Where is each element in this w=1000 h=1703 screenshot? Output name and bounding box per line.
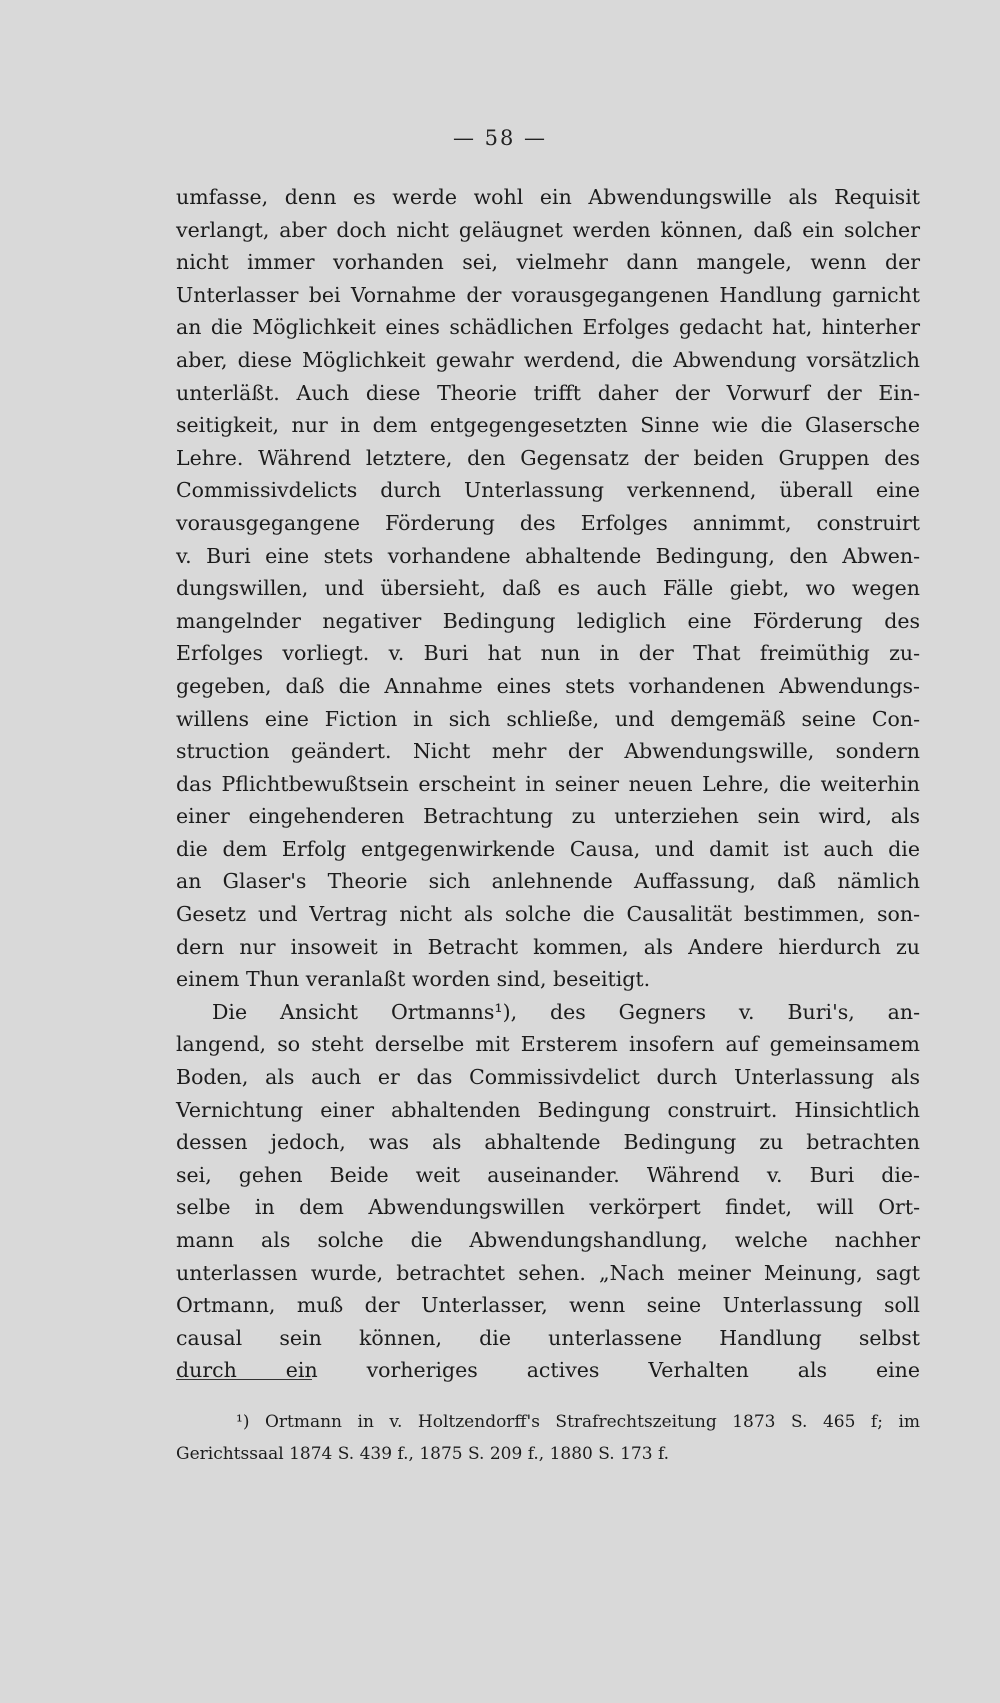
text-line: Ortmann, muß der Unterlasser, wenn seine Unterlassung soll (176, 1293, 920, 1318)
text-line: aber, diese Möglichkeit gewahr werdend, die Abwendung vorsätzlich (176, 347, 920, 372)
footnote-divider (176, 1379, 312, 1380)
footnote-line: Gerichtssaal 1874 S. 439 f., 1875 S. 209 f., 1880 S. 173 f. (176, 1444, 670, 1464)
text-line: an Glaser's Theorie sich anlehnende Auffassung, daß nämlich (176, 869, 920, 894)
text-line: Vernichtung einer abhaltenden Bedingung construirt. Hinsichtlich (176, 1097, 920, 1122)
body-text (176, 181, 920, 1387)
text-line: Gesetz und Vertrag nicht als solche die Causalität bestimmen, son- (176, 902, 920, 927)
text-line: nicht immer vorhanden sei, vielmehr dann mangele, wenn der (176, 250, 920, 275)
text-line: seitigkeit, nur in dem entgegengesetzten Sinne wie die Glasersche (176, 413, 920, 438)
text-line: langend, so steht derselbe mit Ersterem insofern auf gemeinsamem (176, 1032, 920, 1057)
text-line: die dem Erfolg entgegenwirkende Causa, und damit ist auch die (176, 836, 920, 861)
text-line: v. Buri eine stets vorhandene abhaltende Bedingung, den Abwen- (176, 543, 920, 568)
paragraph-end-line: einem Thun veranlaßt worden sind, beseitigt. (176, 967, 651, 992)
text-line: verlangt, aber doch nicht geläugnet werden können, daß ein solcher (176, 217, 920, 242)
text-line: Erfolges vorliegt. v. Buri hat nun in der That freimüthig zu- (176, 641, 920, 666)
text-line: einer eingehenderen Betrachtung zu unterziehen sein wird, als (176, 804, 920, 829)
text-line: causal sein können, die unterlassene Handlung selbst (176, 1325, 920, 1350)
text-line: das Pflichtbewußtsein erscheint in seiner neuen Lehre, die weiterhin (176, 771, 920, 796)
text-line: Unterlasser bei Vornahme der vorausgegangenen Handlung garnicht (176, 282, 920, 307)
text-line: Boden, als auch er das Commissivdelict durch Unterlassung als (176, 1065, 920, 1090)
text-line: dern nur insoweit in Betracht kommen, als Andere hierdurch zu (176, 934, 920, 959)
text-line: gegeben, daß die Annahme eines stets vorhandenen Abwendungs- (176, 673, 920, 698)
text-line: mann als solche die Abwendungshandlung, welche nachher (176, 1228, 920, 1252)
text-line: struction geändert. Nicht mehr der Abwendungswille, sondern (176, 739, 920, 764)
text-line: willens eine Fiction in sich schließe, und demgemäß seine Con- (176, 706, 920, 731)
text-line: vorausgegangene Förderung des Erfolges annimmt, construirt (176, 510, 920, 535)
page-number: — 58 — (452, 126, 548, 150)
text-line: unterlassen wurde, betrachtet sehen. „Nach meiner Meinung, sagt (176, 1260, 920, 1285)
footnote-line: ¹) Ortmann in v. Holtzendorff's Strafrechtszeitung 1873 S. 465 f; im (236, 1412, 920, 1432)
text-line: mangelnder negativer Bedingung lediglich eine Förderung des (176, 608, 920, 633)
text-line: an die Möglichkeit eines schädlichen Erfolges gedacht hat, hinterher (176, 315, 920, 340)
text-line: unterläßt. Auch diese Theorie trifft daher der Vorwurf der Ein- (176, 380, 920, 405)
text-line: dungswillen, und übersieht, daß es auch Fälle giebt, wo wegen (176, 576, 920, 601)
text-line: selbe in dem Abwendungswillen verkörpert findet, will Ort- (176, 1195, 920, 1220)
footnotes (176, 1406, 920, 1470)
text-line: sei, gehen Beide weit auseinander. Während v. Buri die- (176, 1162, 920, 1187)
text-line: Lehre. Während letztere, den Gegensatz der beiden Gruppen des (176, 445, 920, 470)
text-line: durch ein vorheriges actives Verhalten als eine (176, 1358, 920, 1383)
text-line: dessen jedoch, was als abhaltende Bedingung zu betrachten (176, 1130, 920, 1155)
paragraph-start-line: Die Ansicht Ortmanns¹), des Gegners v. Buri's, an- (212, 999, 920, 1024)
text-line: umfasse, denn es werde wohl ein Abwendungswille als Requisit (176, 185, 920, 209)
text-line: Commissivdelicts durch Unterlassung verkennend, überall eine (176, 478, 920, 503)
